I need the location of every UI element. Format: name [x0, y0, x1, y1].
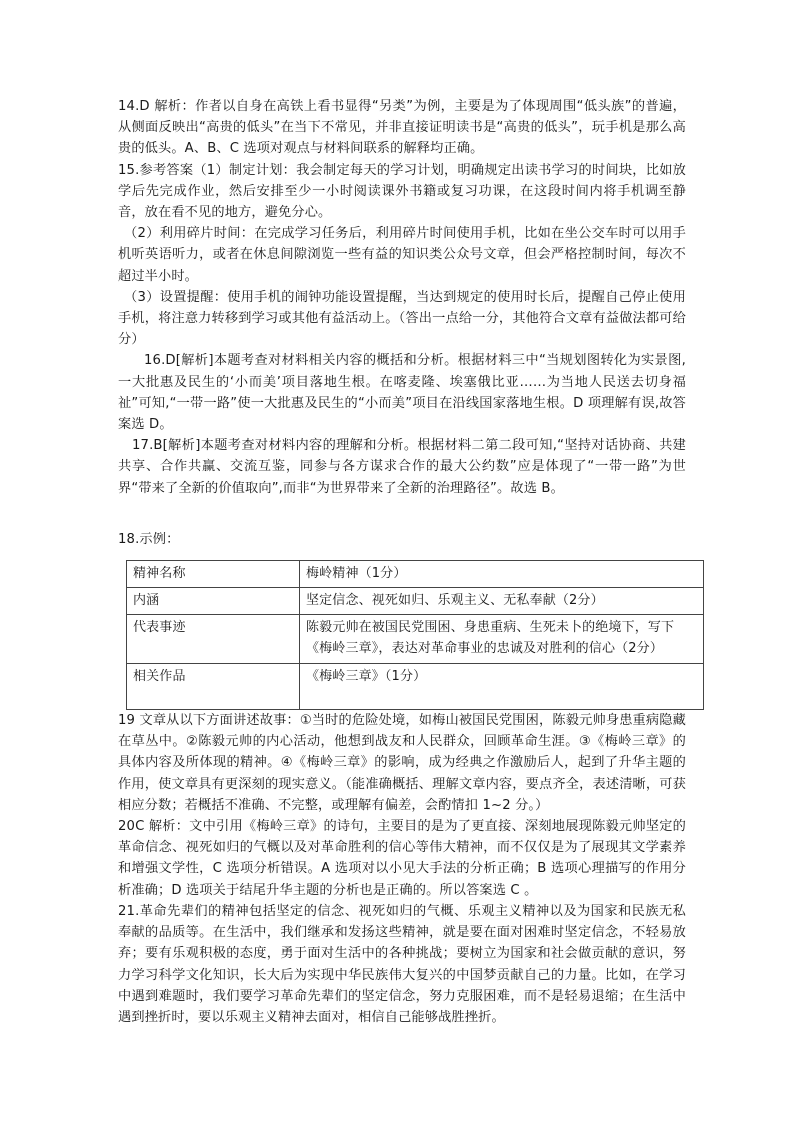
table-cell-content: 《梅岭三章》（1分）	[300, 664, 704, 710]
answer-q14: 14.D 解析：作者以自身在高铁上看书显得“另类”为例，主要是为了体现周围“低头族”的普遍，从侧面反映出“高贵的低头”在当下不常见，并非直接证明读书是“高贵的低头”，玩手机是那么高贵的低头。A、B、C 选项对观点与材料间联系的解释均正确。	[118, 99, 686, 157]
table-row	[127, 561, 704, 588]
table-cell-content: 坚定信念、视死如归、乐观主义、无私奉献（2分）	[300, 588, 704, 615]
table-cell-name: 内涵	[127, 588, 300, 615]
table-cell-name: 代表事迹	[127, 615, 300, 664]
table-cell-name: 相关作品	[127, 664, 300, 710]
table-row	[127, 664, 704, 710]
table-row	[127, 588, 704, 615]
answer-q21: 21.革命先辈们的精神包括坚定的信念、视死如归的气概、乐观主义精神以及为国家和民族无私奉献的品质等。在生活中，我们继承和发扬这些精神，就是要在面对困难时坚定信念，不轻易放弃；要有乐观积极的态度，勇于面对生活中的各种挑战；要树立为国家和社会做贡献的意识，努力学习科学文化知识，长大后为实现中华民族伟大复兴的中国梦贡献自己的力量。比如，在学习中遇到难题时，我们要学习革命先辈们的坚定信念，努力克服困难，而不是轻易退缩；在生活中遇到挫折时，要以乐观主义精神去面对，相信自己能够战胜挫折。	[118, 903, 686, 1025]
answer-q15-part1: 15.参考答案（1）制定计划：我会制定每天的学习计划，明确规定出读书学习的时间块，比如放学后先完成作业，然后安排至少一小时阅读课外书籍或复习功课，在这段时间内将手机调至静音，放在看不见的地方，避免分心。	[118, 162, 686, 221]
answer-q15-part3: （3）设置提醒：使用手机的闹钟功能设置提醒，当达到规定的使用时长后，提醒自己停止使用手机，将注意力转移到学习或其他有益活动上。（答出一点给一分，其他符合文章有益做法都可给分）	[118, 289, 686, 348]
table-row	[127, 615, 704, 664]
answer-q18-table	[126, 560, 704, 710]
answer-q19: 19 文章从以下方面讲述故事：①当时的危险处境，如梅山被国民党围困，陈毅元帅身患重病隐藏在草丛中。②陈毅元帅的内心活动，他想到战友和人民群众，回顾革命生涯。③《梅岭三章》的具体内容及所体现的精神。④《梅岭三章》的影响，成为经典之作激励后人，起到了升华主题的作用，使文章具有更深刻的现实意义。（能准确概括、理解文章内容，要点齐全，表述清晰，可获相应分数；若概括不准确、不完整，或理解有偏差，会酌情扣 1~2 分。）	[118, 713, 686, 813]
answer-page	[118, 96, 686, 1028]
answer-q16: 16.D[解析]本题考查对材料相关内容的概括和分析。根据材料三中“当规划图转化为实景图,一大批惠及民生的‘小而美’项目落地生根。在喀麦隆、埃塞俄比亚……为当地人民送去切身福祉”可知,“一带一路”使一大批惠及民生的“小而美”项目在沿线国家落地生根。D 项理解有误,故答案选 D。	[118, 353, 686, 433]
table-cell-name: 精神名称	[127, 561, 300, 588]
answer-q17: 17.B[解析]本题考查对材料内容的理解和分析。根据材料二第二段可知,“坚持对话协商、共建共享、合作共赢、交流互鉴，同参与各方谋求合作的最大公约数”应是体现了“一带一路”为世界“带来了全新的价值取向”,而非“为世界带来了全新的治理路径”。故选 B。	[118, 438, 686, 496]
table-cell-content: 陈毅元帅在被国民党围困、身患重病、生死未卜的绝境下，写下《梅岭三章》，表达对革命事业的忠诚及对胜利的信心（2分）	[300, 615, 704, 664]
spacer	[118, 499, 686, 519]
table-cell-content: 梅岭精神（1分）	[300, 561, 704, 588]
answer-q15-part2: （2）利用碎片时间：在完成学习任务后，利用碎片时间使用手机，比如在坐公交车时可以用手机听英语听力，或者在休息间隙浏览一些有益的知识类公众号文章，但会严格控制时间，每次不超过半小时。	[118, 226, 686, 284]
answer-q20: 20C 解析：文中引用《梅岭三章》的诗句，主要目的是为了更直接、深刻地展现陈毅元帅坚定的革命信念、视死如归的气概以及对革命胜利的信心等伟大精神，而不仅仅是为了展现其文学素养和增强文学性，C 选项分析错误。A 选项对以小见大手法的分析正确；B 选项心理描写的作用分析准确；D 选项关于结尾升华主题的分析也是正确的。所以答案选 C 。	[118, 819, 686, 898]
answer-q18-label: 18.示例：	[118, 531, 180, 547]
